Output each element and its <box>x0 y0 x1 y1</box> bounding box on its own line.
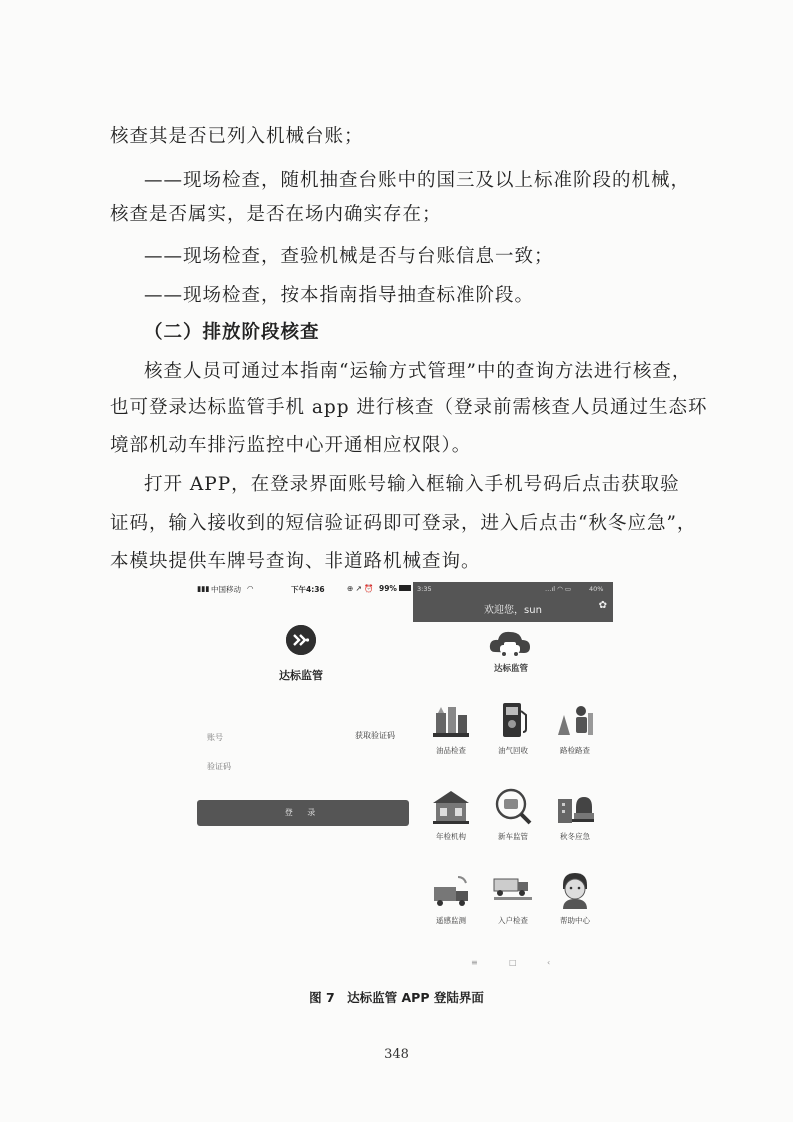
home-header <box>413 582 613 622</box>
home-screen <box>413 582 613 977</box>
tile-label: 帮助中心 <box>560 916 590 925</box>
tile-emergency[interactable] <box>545 785 605 845</box>
app-logo-icon <box>286 625 316 655</box>
body-line-10: 打开 APP，在登录界面账号输入框输入手机号码后点击获取验 <box>144 474 680 495</box>
body-line-5: ——现场检查，按本指南指导抽查标准阶段。 <box>144 285 535 306</box>
inspection-agency-icon <box>430 785 472 827</box>
help-center-icon <box>554 869 596 911</box>
body-line-12: 本模块提供车牌号查询、非道路机械查询。 <box>110 551 481 572</box>
login-button[interactable]: 登 录 <box>197 800 409 826</box>
android-nav-bar <box>413 958 613 972</box>
page-number: 348 <box>384 1047 409 1062</box>
body-line-7: 核查人员可通过本指南“运输方式管理”中的查询方法进行核查， <box>144 361 692 382</box>
oil-check-icon <box>430 699 472 741</box>
emergency-icon <box>554 785 596 827</box>
carrier-label: 中国移动 <box>211 585 241 594</box>
remote-sensing-icon <box>430 869 472 911</box>
account-input[interactable]: 账号 <box>207 733 223 742</box>
body-line-8: 也可登录达标监管手机 app 进行核查（登录前需核查人员通过生态环 <box>110 397 708 418</box>
home-signal-icon: …ıl ◠ ▭ <box>545 585 572 593</box>
body-line-9: 境部机动车排污监控中心开通相应权限）。 <box>110 435 472 456</box>
gear-icon[interactable]: ✿ <box>598 600 607 611</box>
home-status-bar <box>417 585 609 595</box>
body-line-2: ——现场检查，随机抽查台账中的国三及以上标准阶段的机械， <box>144 170 691 191</box>
tile-remote-sensing[interactable] <box>421 869 481 929</box>
body-line-4: ——现场检查，查验机械是否与台账信息一致； <box>144 246 554 267</box>
new-car-icon <box>492 785 534 827</box>
code-input[interactable]: 验证码 <box>207 762 231 771</box>
back-icon[interactable]: ‹ <box>547 958 551 967</box>
tile-label: 油品检查 <box>436 746 466 755</box>
login-screen <box>195 580 413 840</box>
signal-icon: ▮▮▮ <box>197 584 210 593</box>
welcome-text: 欢迎您，sun <box>484 605 542 616</box>
body-line-11: 证码，输入接收到的短信验证码即可登录，进入后点击“秋冬应急”， <box>110 513 697 534</box>
battery-level: 99% <box>379 584 397 593</box>
tile-label: 入户检查 <box>498 916 528 925</box>
home-check-icon <box>492 869 534 911</box>
tile-home-check[interactable] <box>483 869 543 929</box>
tile-road-check[interactable] <box>545 699 605 759</box>
fuel-pump-icon <box>492 699 534 741</box>
tile-label: 遥感监测 <box>436 916 466 925</box>
figure-caption: 图 7 达标监管 APP 登陆界面 <box>309 990 484 1005</box>
cloud-car-logo-icon <box>487 628 533 662</box>
tile-label: 新车监管 <box>498 832 528 841</box>
tile-label: 路检路查 <box>560 746 590 755</box>
tile-new-car[interactable] <box>483 785 543 845</box>
menu-icon[interactable]: ≡ <box>471 958 478 967</box>
tile-oil-check[interactable] <box>421 699 481 759</box>
home-icon[interactable]: □ <box>509 958 517 967</box>
road-check-icon <box>554 699 596 741</box>
tile-label: 油气回收 <box>498 746 528 755</box>
tile-label: 秋冬应急 <box>560 832 590 841</box>
home-brand: 达标监管 <box>493 664 528 674</box>
battery-icon <box>399 585 411 591</box>
body-line-1: 核查其是否已列入机械台账； <box>110 126 364 147</box>
tile-inspection-agency[interactable] <box>421 785 481 845</box>
location-icon: ⊕ ↗ ⏰ <box>347 584 374 593</box>
get-code-button[interactable]: 获取验证码 <box>355 731 395 740</box>
tile-help-center[interactable] <box>545 869 605 929</box>
section-heading: （二）排放阶段核查 <box>144 322 320 343</box>
tile-label: 年检机构 <box>436 832 466 841</box>
home-status-time: 3:35 <box>417 585 432 593</box>
status-time: 下午4:36 <box>291 585 325 594</box>
tile-fuel-recovery[interactable] <box>483 699 543 759</box>
app-name: 达标监管 <box>279 669 323 682</box>
body-line-3: 核查是否属实，是否在场内确实存在； <box>110 204 442 225</box>
wifi-icon: ◠ <box>247 584 254 593</box>
login-status-bar <box>195 584 413 598</box>
home-battery-level: 40% <box>589 585 604 593</box>
